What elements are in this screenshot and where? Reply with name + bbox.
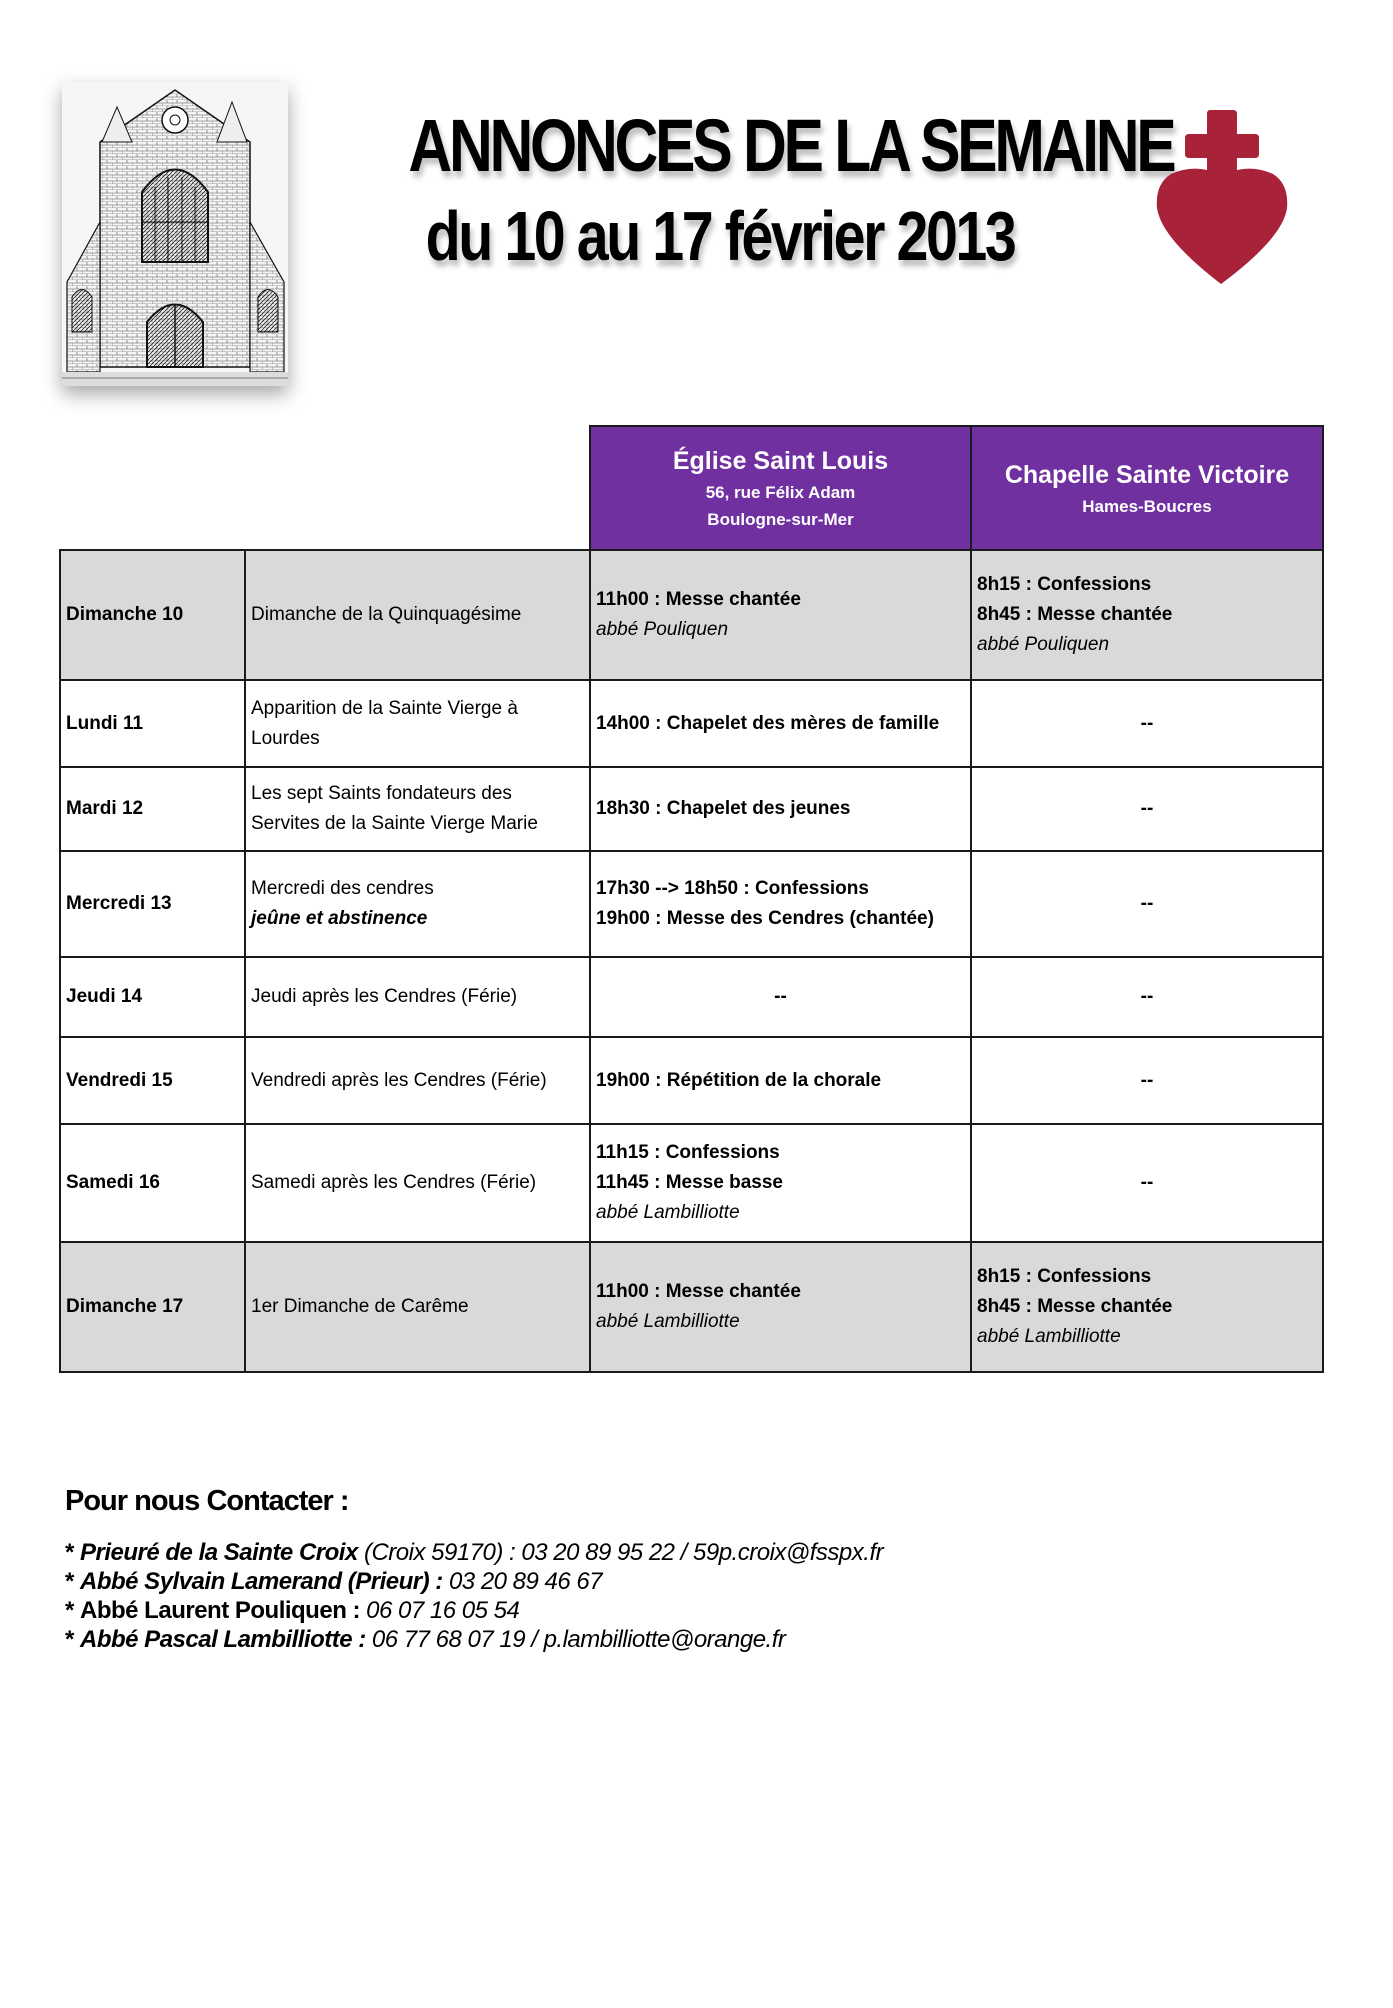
feast-text: Jeudi après les Cendres (Férie) — [251, 986, 518, 1007]
saint-louis-cell: -- — [590, 957, 971, 1037]
table-row — [60, 851, 1323, 957]
event-text: 11h15 : Confessions — [596, 1142, 780, 1163]
column-header-eglise-saint-louis — [590, 426, 971, 550]
contact-detail[interactable]: (Croix 59170) : 03 20 89 95 22 / 59p.croix@fsspx.fr — [357, 1539, 884, 1566]
event-text: 17h30 --> 18h50 : Confessions — [596, 878, 869, 899]
sacred-heart-cross-icon — [1155, 108, 1290, 298]
day-cell: Lundi 11 — [60, 680, 245, 767]
priest-text: abbé Pouliquen — [977, 634, 1110, 655]
event-text: 19h00 : Messe des Cendres (chantée) — [596, 908, 934, 929]
feast-note-text: jeûne et abstinence — [251, 908, 428, 929]
page-header — [340, 100, 1174, 280]
table-row — [60, 680, 1323, 767]
event-text: 8h15 : Confessions — [977, 574, 1152, 595]
feast-cell — [245, 1124, 590, 1242]
day-cell: Jeudi 14 — [60, 957, 245, 1037]
saint-louis-cell — [590, 1037, 971, 1124]
feast-text: Lourdes — [251, 727, 320, 749]
feast-text: Apparition de la Sainte Vierge à — [251, 697, 518, 719]
table-row — [60, 957, 1323, 1037]
day-cell: Dimanche 17 — [60, 1242, 245, 1372]
table-row — [60, 550, 1323, 680]
event-text: 19h00 : Répétition de la chorale — [596, 1069, 882, 1091]
schedule-table — [59, 425, 1324, 1373]
feast-text: Mercredi des cendres — [251, 878, 434, 899]
feast-text: Vendredi après les Cendres (Férie) — [251, 1069, 547, 1091]
table-row — [60, 1124, 1323, 1242]
event-text: 8h45 : Messe chantée — [977, 604, 1173, 625]
priest-text: abbé Pouliquen — [596, 619, 729, 640]
day-cell: Vendredi 15 — [60, 1037, 245, 1124]
feast-cell — [245, 851, 590, 957]
location-name: Église Saint Louis — [672, 447, 889, 475]
day-cell: Mardi 12 — [60, 767, 245, 851]
page-title: ANNONCES DE LA SEMAINE — [408, 104, 1174, 187]
header-blank — [245, 426, 590, 550]
event-text: 11h00 : Messe chantée — [596, 1281, 801, 1302]
bullet: * — [65, 1597, 74, 1624]
event-text: 11h00 : Messe chantée — [596, 589, 801, 610]
event-text: 18h30 : Chapelet des jeunes — [596, 798, 851, 819]
feast-cell — [245, 1037, 590, 1124]
saint-louis-cell — [590, 550, 971, 680]
location-city: Boulogne-sur-Mer — [707, 510, 854, 529]
saint-louis-cell — [590, 767, 971, 851]
saint-louis-cell — [590, 1124, 971, 1242]
contact-line-lamerand — [65, 1567, 883, 1596]
table-row — [60, 1242, 1323, 1372]
contact-section — [65, 1485, 883, 1654]
bullet: * — [65, 1539, 74, 1566]
event-text: 11h45 : Messe basse — [596, 1172, 783, 1193]
contact-detail[interactable]: 03 20 89 46 67 — [442, 1568, 603, 1595]
header-blank — [60, 426, 245, 550]
church-drawing-image — [62, 82, 288, 386]
priest-text: abbé Lambilliotte — [596, 1202, 740, 1223]
feast-cell — [245, 680, 590, 767]
contact-name: Abbé Sylvain Lamerand (Prieur) : — [80, 1568, 443, 1595]
contact-name: Abbé Pascal Lambilliotte : — [80, 1626, 366, 1653]
sainte-victoire-cell: -- — [971, 1037, 1323, 1124]
column-header-chapelle-sainte-victoire — [971, 426, 1323, 550]
feast-text: 1er Dimanche de Carême — [251, 1296, 469, 1317]
bullet: * — [65, 1568, 74, 1595]
event-text: 14h00 : Chapelet des mères de famille — [596, 712, 940, 734]
location-address: 56, rue Félix Adam — [705, 483, 856, 502]
feast-cell — [245, 957, 590, 1037]
feast-text: Samedi après les Cendres (Férie) — [251, 1172, 537, 1193]
day-cell: Samedi 16 — [60, 1124, 245, 1242]
church-icon — [62, 82, 288, 386]
sainte-victoire-cell — [971, 1242, 1323, 1372]
contact-line-pouliquen — [65, 1596, 883, 1625]
event-text: 8h15 : Confessions — [977, 1266, 1152, 1287]
saint-louis-cell — [590, 1242, 971, 1372]
page-subtitle-date-range: du 10 au 17 février 2013 — [425, 197, 1015, 275]
priest-text: abbé Lambilliotte — [977, 1326, 1121, 1347]
day-cell: Dimanche 10 — [60, 550, 245, 680]
contact-detail[interactable]: 06 77 68 07 19 / p.lambilliotte@orange.fr — [365, 1626, 786, 1653]
feast-cell — [245, 767, 590, 851]
table-header-row — [60, 426, 1323, 550]
feast-cell — [245, 550, 590, 680]
contact-heading: Pour nous Contacter : — [65, 1485, 349, 1517]
location-name: Chapelle Sainte Victoire — [1004, 460, 1290, 489]
sainte-victoire-cell: -- — [971, 767, 1323, 851]
contact-name: Prieuré de la Sainte Croix — [80, 1539, 358, 1566]
sainte-victoire-cell: -- — [971, 1124, 1323, 1242]
sainte-victoire-cell — [971, 550, 1323, 680]
contact-name: Abbé Laurent Pouliquen : — [80, 1597, 361, 1624]
sainte-victoire-cell: -- — [971, 851, 1323, 957]
table-row — [60, 1037, 1323, 1124]
contact-line-prieure — [65, 1538, 883, 1567]
saint-louis-cell — [590, 680, 971, 767]
feast-cell — [245, 1242, 590, 1372]
feast-text: Dimanche de la Quinquagésime — [251, 604, 522, 625]
location-city: Hames-Boucres — [1082, 496, 1212, 516]
day-cell: Mercredi 13 — [60, 851, 245, 957]
event-text: 8h45 : Messe chantée — [977, 1296, 1173, 1317]
feast-text: Les sept Saints fondateurs des — [251, 783, 512, 804]
sainte-victoire-cell: -- — [971, 957, 1323, 1037]
bullet: * — [65, 1626, 74, 1653]
table-row — [60, 767, 1323, 851]
saint-louis-cell — [590, 851, 971, 957]
contact-detail[interactable]: 06 07 16 05 54 — [360, 1597, 520, 1624]
contact-line-lambilliotte — [65, 1625, 883, 1654]
priest-text: abbé Lambilliotte — [596, 1311, 740, 1332]
feast-text: Servites de la Sainte Vierge Marie — [251, 813, 538, 834]
sainte-victoire-cell: -- — [971, 680, 1323, 767]
